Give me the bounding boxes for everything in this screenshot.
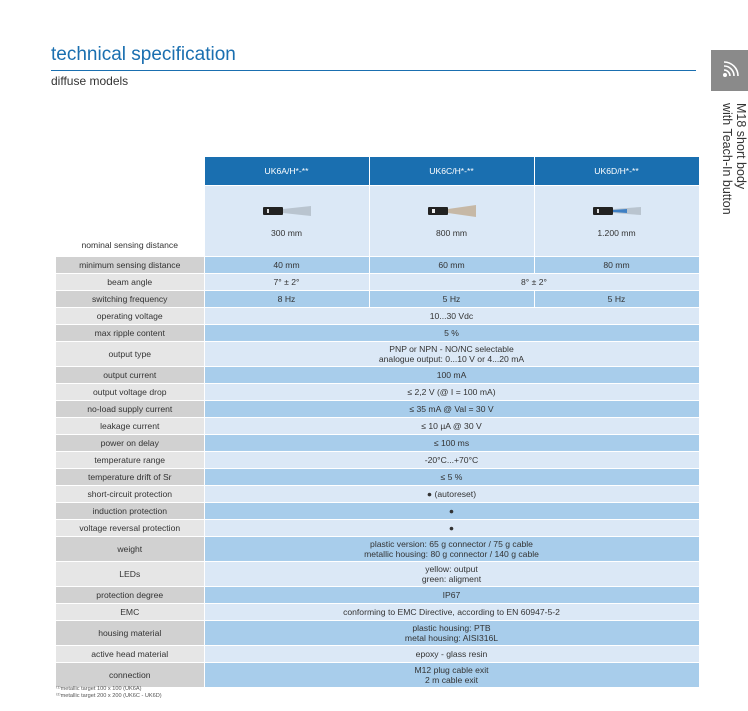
footnote-2: ⁽²⁾metallic target 200 x 200 (UK6C - UK6D) [56, 693, 162, 699]
title-divider [51, 70, 696, 71]
side-label-line2: with Teach-In button [720, 103, 734, 215]
footnotes [56, 686, 162, 700]
table-row: leakage current ≤ 10 µA @ 30 V [56, 418, 699, 435]
table-row: protection degree IP67 [56, 587, 699, 604]
table-row: beam angle 7° ± 2° 8° ± 2° [56, 274, 699, 291]
sensor-waves-icon [720, 60, 740, 80]
table-row: EMC conforming to EMC Directive, according to EN 60947-5-2 [56, 604, 699, 621]
side-tab [711, 50, 748, 91]
sensing-distance-uk6d: 1.200 mm [597, 228, 636, 238]
table-row: temperature range -20°C...+70°C [56, 452, 699, 469]
sensor-beam-icon [591, 204, 643, 218]
table-row: LEDs yellow: output green: aligment [56, 562, 699, 587]
table-row: max ripple content 5 % [56, 325, 699, 342]
table-row: connection M12 plug cable exit 2 m cable exit [56, 663, 699, 688]
model-header-uk6c: UK6C/H*-** [369, 157, 534, 186]
table-row: output current 100 mA [56, 367, 699, 384]
spec-table [56, 157, 700, 688]
model-header-uk6d: UK6D/H*-** [534, 157, 699, 186]
footnote-1: ⁽¹⁾metallic target 100 x 100 (UK6A) [56, 686, 142, 692]
sensing-distance-row [56, 186, 699, 257]
model-header-uk6a: UK6A/H*-** [204, 157, 369, 186]
sensor-beam-icon [426, 204, 478, 218]
table-row: minimum sensing distance 40 mm 60 mm 80 mm [56, 257, 699, 274]
table-row: output type PNP or NPN - NO/NC selectable analogue output: 0...10 V or 4...20 mA [56, 342, 699, 367]
table-row: induction protection ● [56, 503, 699, 520]
table-row: active head material epoxy - glass resin [56, 646, 699, 663]
table-row: temperature drift of Sr ≤ 5 % [56, 469, 699, 486]
table-row: output voltage drop ≤ 2,2 V (@ I = 100 mA) [56, 384, 699, 401]
table-row: power on delay ≤ 100 ms [56, 435, 699, 452]
table-row: operating voltage 10...30 Vdc [56, 308, 699, 325]
table-header-row [56, 157, 699, 186]
sensor-beam-icon [261, 204, 313, 218]
page-title: technical specification [51, 44, 236, 65]
table-row: switching frequency 8 Hz 5 Hz 5 Hz [56, 291, 699, 308]
table-row: voltage reversal protection ● [56, 520, 699, 537]
side-label [710, 103, 748, 233]
page-subtitle: diffuse models [51, 74, 129, 88]
table-row: no-load supply current ≤ 35 mA @ Val = 30 V [56, 401, 699, 418]
table-row: housing material plastic housing: PTB metal housing: AISI316L [56, 621, 699, 646]
sensing-distance-uk6a: 300 mm [270, 228, 303, 238]
side-label-line1: M18 short body [734, 103, 748, 190]
table-row: short-circuit protection ● (autoreset) [56, 486, 699, 503]
table-row: weight plastic version: 65 g connector / 75 g cable metallic housing: 80 g connector / 140 g cable [56, 537, 699, 562]
sensing-distance-label: nominal sensing distance [56, 186, 204, 257]
sensing-distance-uk6c: 800 mm [435, 228, 468, 238]
